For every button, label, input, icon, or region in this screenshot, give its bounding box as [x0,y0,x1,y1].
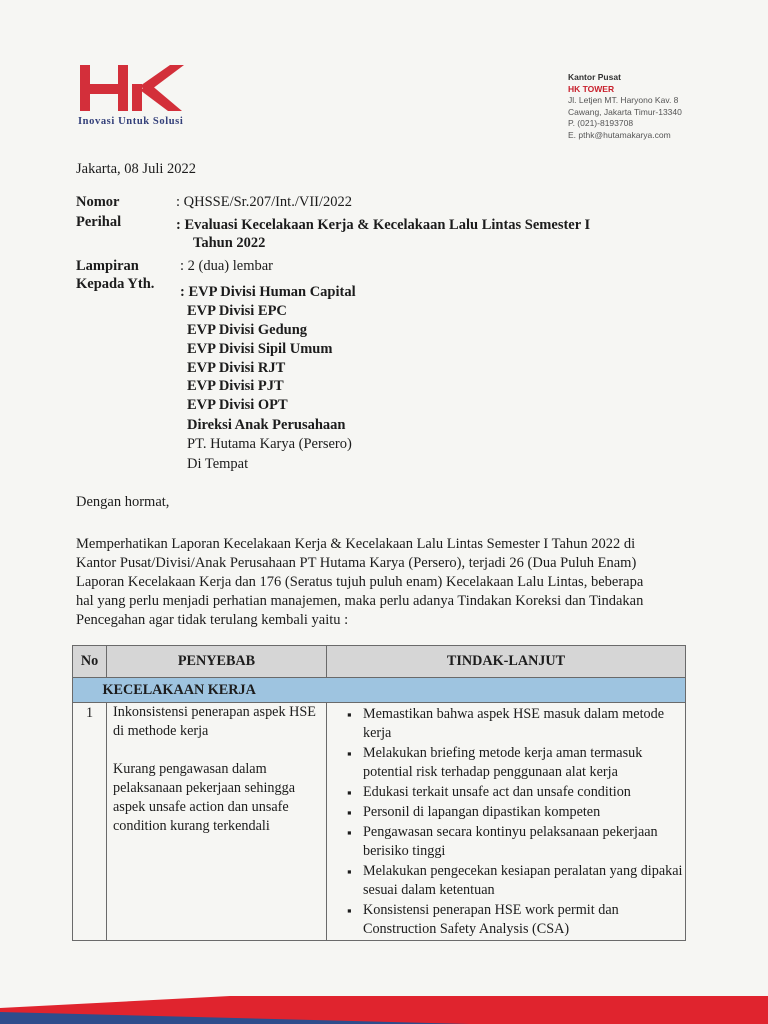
address-phone: P. (021)-8193708 [568,118,634,128]
cause-text: Inkonsistensi penerapan aspek HSE di methode kerja [113,704,316,739]
recipient: EVP Divisi PJT [187,378,284,394]
place: Di Tempat [187,456,249,472]
cause-cell [107,703,327,941]
recipient: : EVP Divisi Human Capital [180,284,356,300]
nomor-value: : QHSSE/Sr.207/Int./VII/2022 [176,194,353,210]
header-cause: PENYEBAB [107,646,327,678]
header-no: No [73,646,107,678]
list-item: ▪ Pengawasan secara kontinyu pelaksanaan pekerjaan berisiko tinggi [347,823,685,861]
hk-logo [78,62,186,114]
recipient: EVP Divisi Sipil Umum [187,341,333,357]
recipient: EVP Divisi OPT [187,397,288,413]
kepada-label: Kepada Yth. [76,276,155,292]
list-item: ▪ Personil di lapangan dipastikan kompeten [347,803,685,822]
list-item: ▪ Memastikan bahwa aspek HSE masuk dalam metode kerja [347,705,685,743]
address-email: E. pthk@hutamakarya.com [568,129,671,140]
lampiran-label: Lampiran [76,258,139,274]
list-item: ▪ Konsistensi penerapan HSE work permit dan Construction Safety Analysis (CSA) [347,901,685,939]
action-list [327,705,685,939]
recipient: EVP Divisi EPC [187,303,287,319]
address-building: HK TOWER [568,83,615,94]
lampiran-value: : 2 (dua) lembar [180,258,274,274]
recipient: EVP Divisi RJT [187,360,286,376]
action-cell [327,703,686,941]
body-line: Pencegahan agar tidak terulang kembali yaitu : [76,612,349,628]
table-row [73,703,686,941]
body-line: Laporan Kecelakaan Kerja dan 176 (Seratus tujuh puluh enam) Kecelakaan Lalu Lintas, beberapa [76,574,644,590]
body-line: Kantor Pusat/Divisi/Anak Perusahaan PT Hutama Karya (Persero), terjadi 26 (Dua Puluh Enam) [76,555,637,571]
section-title [102,678,686,703]
address-title: Kantor Pusat [568,72,621,82]
row-number: 1 [73,703,107,941]
body-line: Memperhatikan Laporan Kecelakaan Kerja & Kecelakaan Lalu Lintas Semester I Tahun 2022 di [76,536,636,552]
recipient: EVP Divisi Gedung [187,322,308,338]
letter-date: Jakarta, 08 Juli 2022 [76,161,197,177]
footer-stripe [0,994,768,1024]
section-row [73,678,686,703]
cause-text: Kurang pengawasan dalam pelaksanaan pekerjaan sehingga aspek unsafe action dan unsafe condition kurang terkendali [113,761,295,834]
address-line: Jl. Letjen MT. Haryono Kav. 8 [568,95,679,105]
evaluation-table [72,645,686,941]
logo-tagline: Inovasi Untuk Solusi [78,116,184,127]
body-paragraph [76,535,696,630]
perihal-label: Perihal [76,214,122,230]
recipient: Direksi Anak Perusahaan [187,417,346,433]
nomor-label: Nomor [76,194,120,210]
perihal-value: : Evaluasi Kecelakaan Kerja & Kecelakaan Lalu Lintas Semester I [176,217,591,233]
list-item: ▪ Melakukan pengecekan kesiapan peralatan yang dipakai sesuai dalam ketentuan [347,862,685,900]
perihal-value-cont: Tahun 2022 [193,235,266,251]
address-line: Cawang, Jakarta Timur-13340 [568,106,682,117]
header-action: TINDAK-LANJUT [327,646,686,678]
office-address [568,72,682,141]
table-header-row [73,646,686,678]
company-name: PT. Hutama Karya (Persero) [187,436,352,452]
list-item: ▪ Edukasi terkait unsafe act dan unsafe condition [347,783,685,802]
section-label: KECELAKAAN KERJA [102,681,256,698]
list-item: ▪ Melakukan briefing metode kerja aman termasuk potential risk terhadap penggunaan alat kerja [347,744,685,782]
greeting: Dengan hormat, [76,494,170,510]
body-line: hal yang perlu menjadi perhatian manajemen, maka perlu adanya Tindakan Koreksi dan Tindakan [76,593,644,609]
